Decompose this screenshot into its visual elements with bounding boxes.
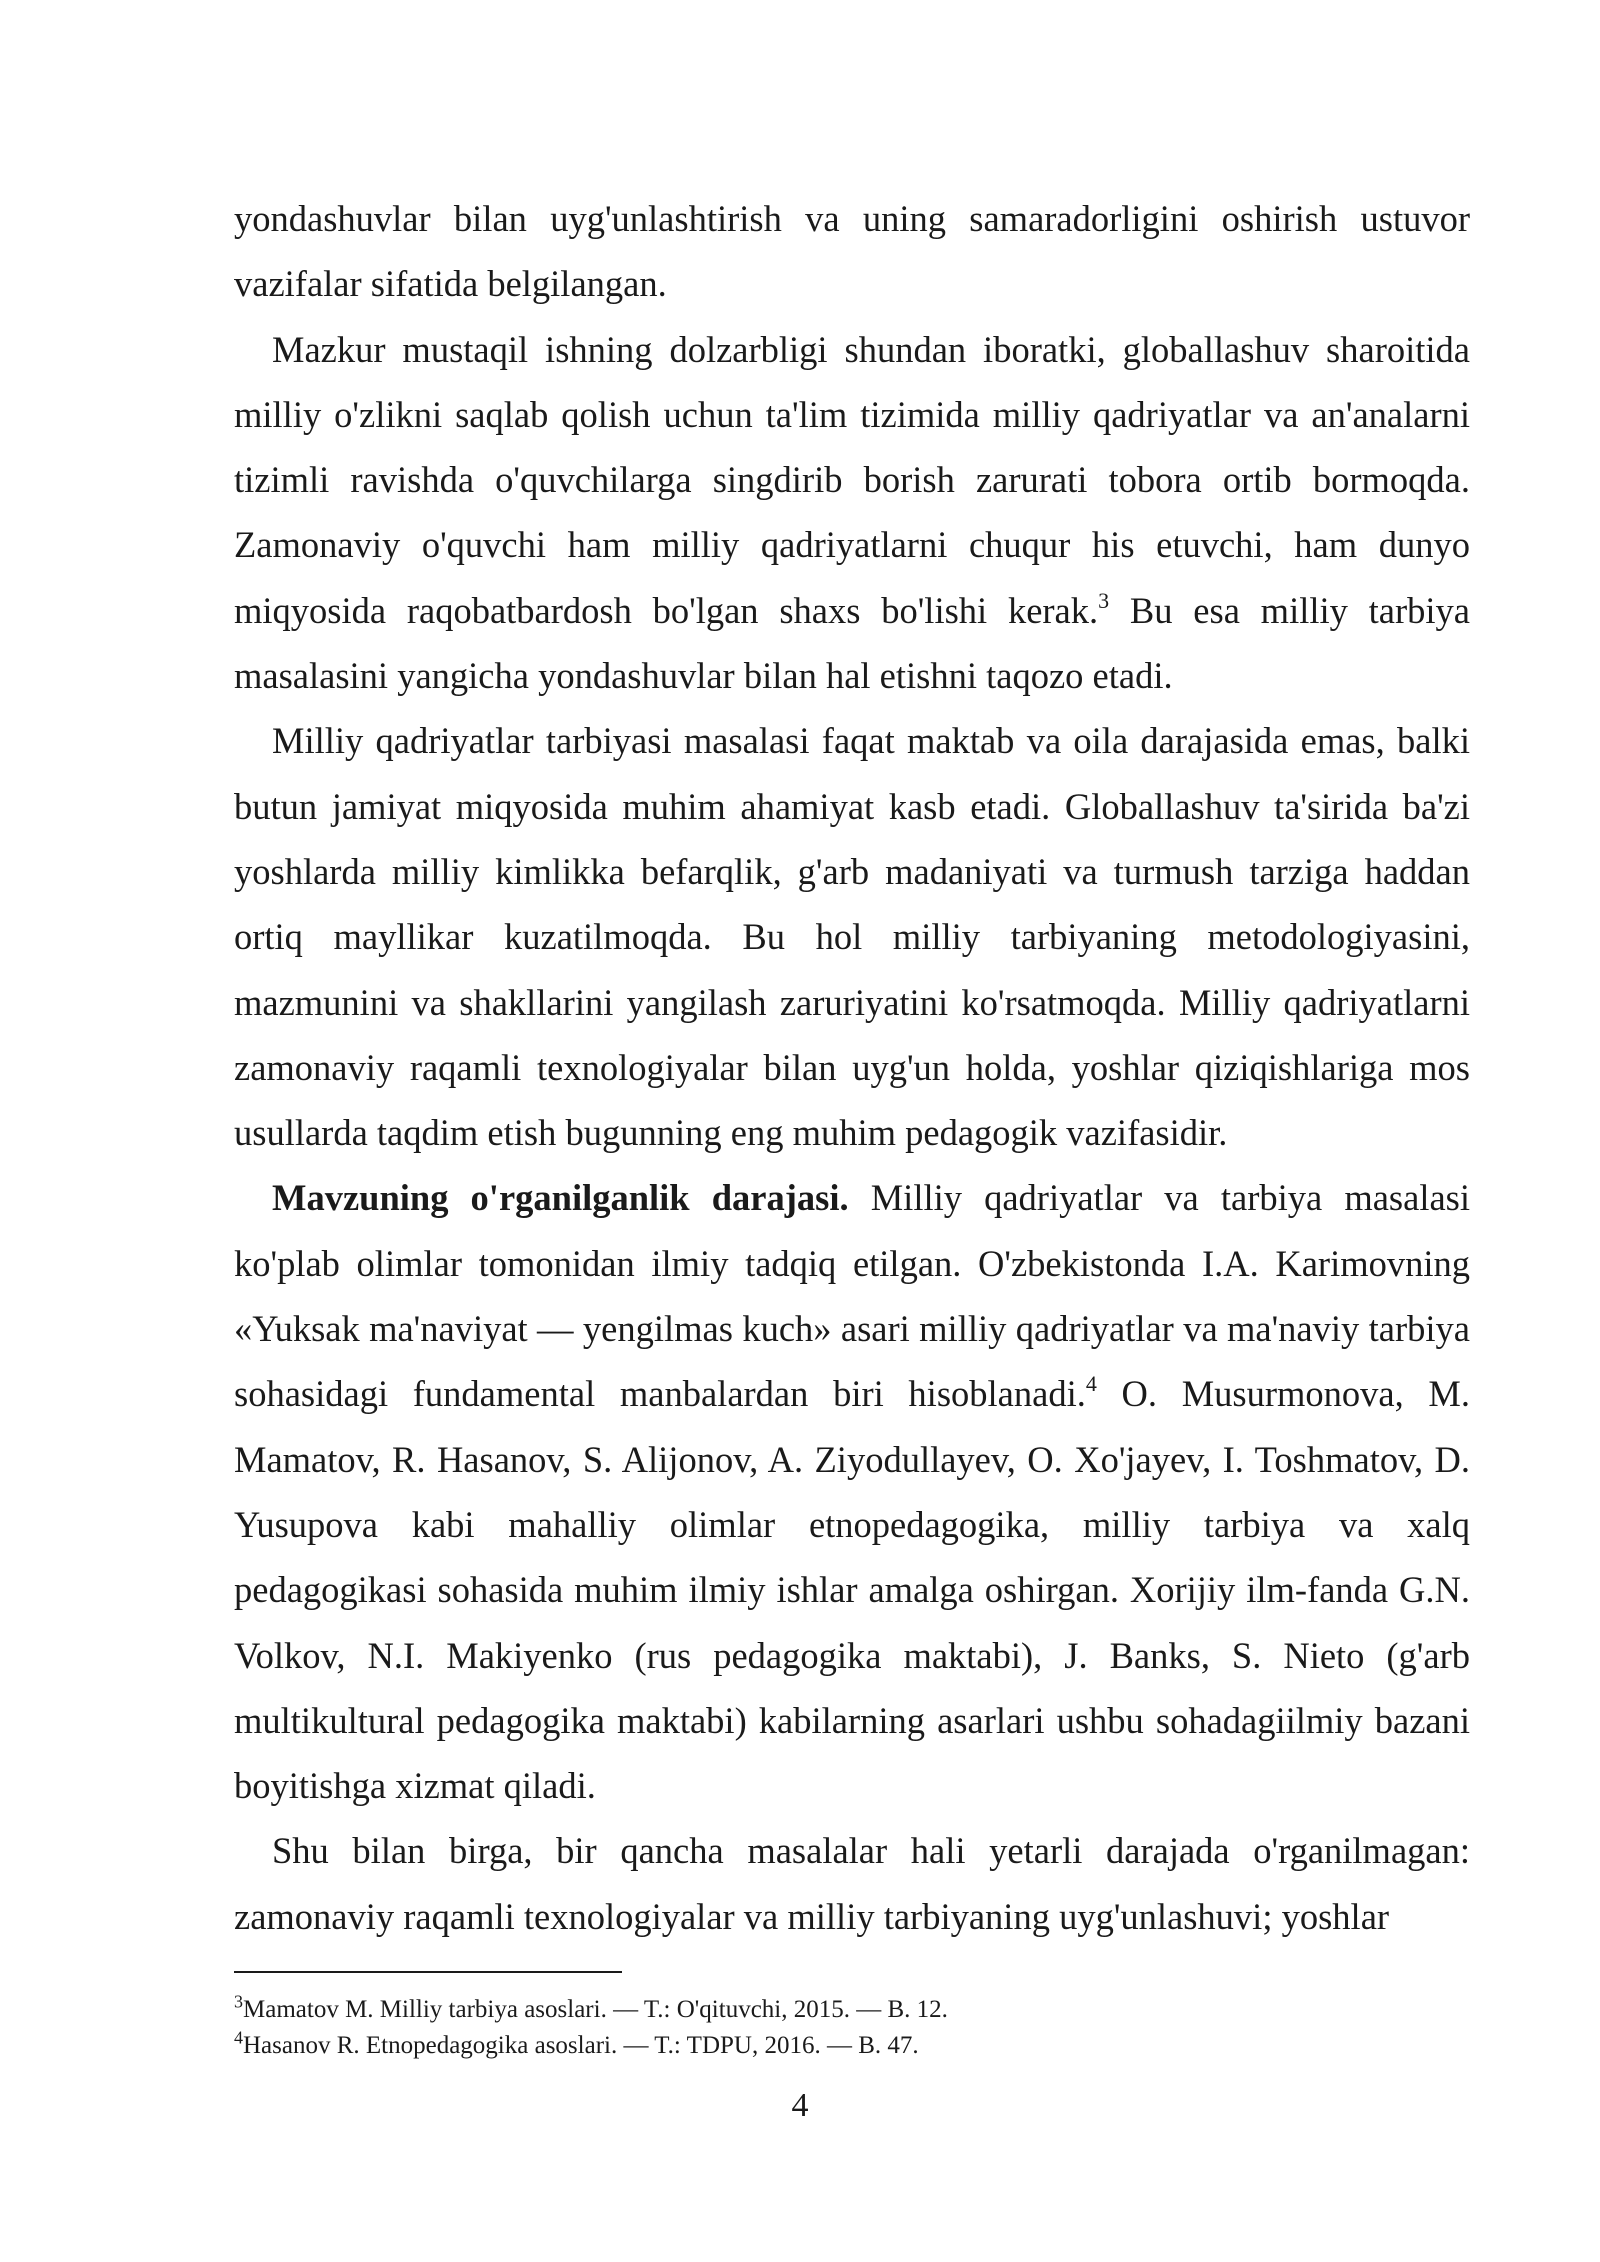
paragraph-national-values [234, 708, 1470, 1165]
paragraph-relevance [234, 317, 1470, 709]
footnote-reference-3[interactable]: 3 [1098, 587, 1110, 613]
paragraph-text: yondashuvlar bilan uyg'unlashtirish va uning samaradorligini oshirish ustuvor vazifalar sifatida belgilangan. [234, 198, 1470, 305]
footnotes [234, 1992, 1470, 2064]
page-number: 4 [791, 2087, 809, 2124]
paragraph-text: Bu esa milliy tarbiya masalasini yangicha yondashuvlar bilan hal etishni taqozo etadi. [234, 589, 1470, 697]
paragraph-continuation [234, 186, 1470, 317]
footnote-text: Mamatov M. Milliy tarbiya asoslari. — T.: O'qituvchi, 2015. — B. 12. [243, 1996, 948, 2023]
footnote-item [234, 2028, 1470, 2064]
paragraph-study-level [234, 1165, 1470, 1818]
page-body [234, 186, 1470, 1949]
paragraph-text: Shu bilan birga, bir qancha masalalar hali yetarli darajada o'rganilmagan: zamonaviy raqamli texnologiyalar va milliy tarbiyaning uyg'unlashuvi; yoshlar [234, 1830, 1470, 1937]
footnote-mark: 4 [234, 2027, 243, 2048]
footnote-item [234, 1992, 1470, 2028]
paragraph-text: Mazkur mustaqil ishning dolzarbligi shundan iboratki, globallashuv sharoitida milliy o'zlikni saqlab qolish uchun ta'lim tizimida milliy qadriyatlar va an'analarni tizimli ravishda o'quvchilarga singdirib borish zarurati tobora ortib bormoqda. Zamonaviy o'quvchi ham milliy qadriyatlarni chuqur his etuvchi, ham dunyo miqyosida raqobatbardosh bo'lgan shaxs bo'lishi kerak. [234, 328, 1470, 631]
paragraph-text: O. Musurmonova, M. Mamatov, R. Hasanov, S. Alijonov, A. Ziyodullayev, O. Xo'jayev, I. Toshmatov, D. Yusupova kabi mahalliy olimlar etnopedagogika, milliy tarbiya va xalq pedagogikasi sohasida muhim ilmiy ishlar amalga oshirgan. Xorijiy ilm-fanda G.N. Volkov, N.I. Makiyenko (rus pedagogika maktabi), J. Banks, S. Nieto (g'arb multikultural pedagogika maktabi) kabilarning asarlari ushbu sohadagiilmiy bazani boyitishga xizmat qiladi. [234, 1373, 1470, 1807]
paragraph-text: Milliy qadriyatlar tarbiyasi masalasi faqat maktab va oila darajasida emas, balki butun jamiyat miqyosida muhim ahamiyat kasb etadi. Globallashuv ta'sirida ba'zi yoshlarda milliy kimlikka befarqlik, g'arb madaniyati va turmush tarziga haddan ortiq mayllikar kuzatilmoqda. Bu hol milliy tarbiyaning metodologiyasini, mazmunini va shakllarini yangilash zaruriyatini ko'rsatmoqda. Milliy qadriyatlarni zamonaviy raqamli texnologiyalar bilan uyg'un holda, yoshlar qiziqishlariga mos usullarda taqdim etish bugunning eng muhim pedagogik vazifasidir. [234, 720, 1470, 1154]
footnote-separator [234, 1971, 622, 1973]
paragraph-open-issues [234, 1818, 1470, 1949]
footnote-reference-4[interactable]: 4 [1085, 1371, 1097, 1397]
paragraph-text: Milliy qadriyatlar va tarbiya masalasi ko'plab olimlar tomonidan ilmiy tadqiq etilgan. O'zbekistonda I.A. Karimovning «Yuksak ma'naviyat — yengilmas kuch» asari milliy qadriyatlar va ma'naviy tarbiya sohasidagi fundamental manbalardan biri hisoblanadi. [234, 1177, 1471, 1415]
footnote-text: Hasanov R. Etnopedagogika asoslari. — T.: TDPU, 2016. — B. 47. [243, 2032, 919, 2059]
footnote-mark: 3 [234, 1991, 243, 2012]
paragraph-heading: Mavzuning o'rganilganlik darajasi. [272, 1177, 849, 1219]
